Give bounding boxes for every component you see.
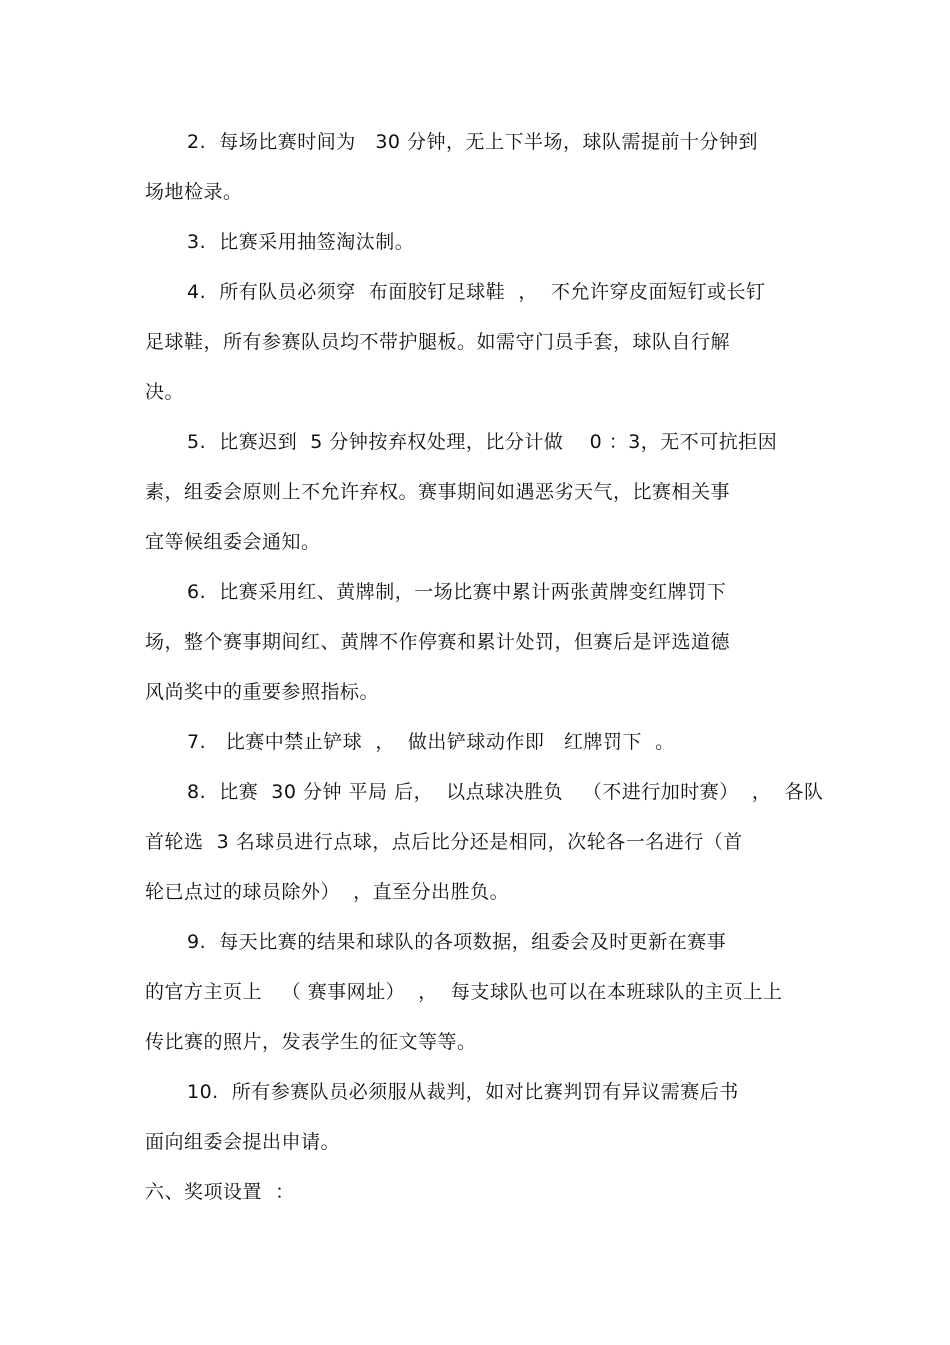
- rule-8-line-1: 8. 比赛 30 分钟 平局 后， 以点球决胜负 （不进行加时赛） ， 各队: [187, 781, 824, 803]
- rule-10-line-1: 10. 所有参赛队员必须服从裁判，如对比赛判罚有异议需赛后书: [187, 1081, 739, 1103]
- rule-8-line-2: 首轮选 3 名球员进行点球，点后比分还是相同，次轮各一名进行（首: [145, 831, 743, 853]
- rule-5-line-1: 5. 比赛迟到 5 分钟按弃权处理，比分计做 0 ：3，无不可抗拒因: [187, 431, 778, 453]
- rule-5-line-2: 素，组委会原则上不允许弃权。赛事期间如遇恶劣天气，比赛相关事: [145, 481, 731, 503]
- rule-6-line-3: 风尚奖中的重要参照指标。: [145, 681, 380, 703]
- rule-9-line-3: 传比赛的照片，发表学生的征文等等。: [145, 1031, 477, 1053]
- rule-2-line-1: 2. 每场比赛时间为 30 分钟，无上下半场，球队需提前十分钟到: [187, 131, 759, 153]
- rule-10-line-2: 面向组委会提出申请。: [145, 1131, 341, 1153]
- rule-6-line-2: 场，整个赛事期间红、黄牌不作停赛和累计处罚，但赛后是评选道德: [145, 631, 731, 653]
- rule-4-line-2: 足球鞋，所有参赛队员均不带护腿板。如需守门员手套，球队自行解: [145, 331, 731, 353]
- rule-4-line-3: 决。: [145, 381, 185, 403]
- rule-9-line-1: 9. 每天比赛的结果和球队的各项数据，组委会及时更新在赛事: [187, 931, 727, 953]
- rule-6-line-1: 6. 比赛采用红、黄牌制，一场比赛中累计两张黄牌变红牌罚下: [187, 581, 727, 603]
- rule-2-line-2: 场地检录。: [145, 181, 243, 203]
- rule-3-line-1: 3. 比赛采用抽签淘汰制。: [187, 231, 415, 253]
- rule-9-line-2: 的官方主页上 （ 赛事网址） ， 每支球队也可以在本班球队的主页上上: [145, 981, 783, 1003]
- rule-7-line-1: 7. 比赛中禁止铲球 ， 做出铲球动作即 红牌罚下 。: [187, 731, 675, 753]
- rule-4-line-1: 4. 所有队员必须穿 布面胶钉足球鞋 ， 不允许穿皮面短钉或长钉: [187, 281, 766, 303]
- section-heading-awards: 六、奖项设置 ：: [145, 1181, 295, 1203]
- rule-5-line-3: 宜等候组委会通知。: [145, 531, 321, 553]
- rule-8-line-3: 轮已点过的球员除外） ，直至分出胜负。: [145, 881, 510, 903]
